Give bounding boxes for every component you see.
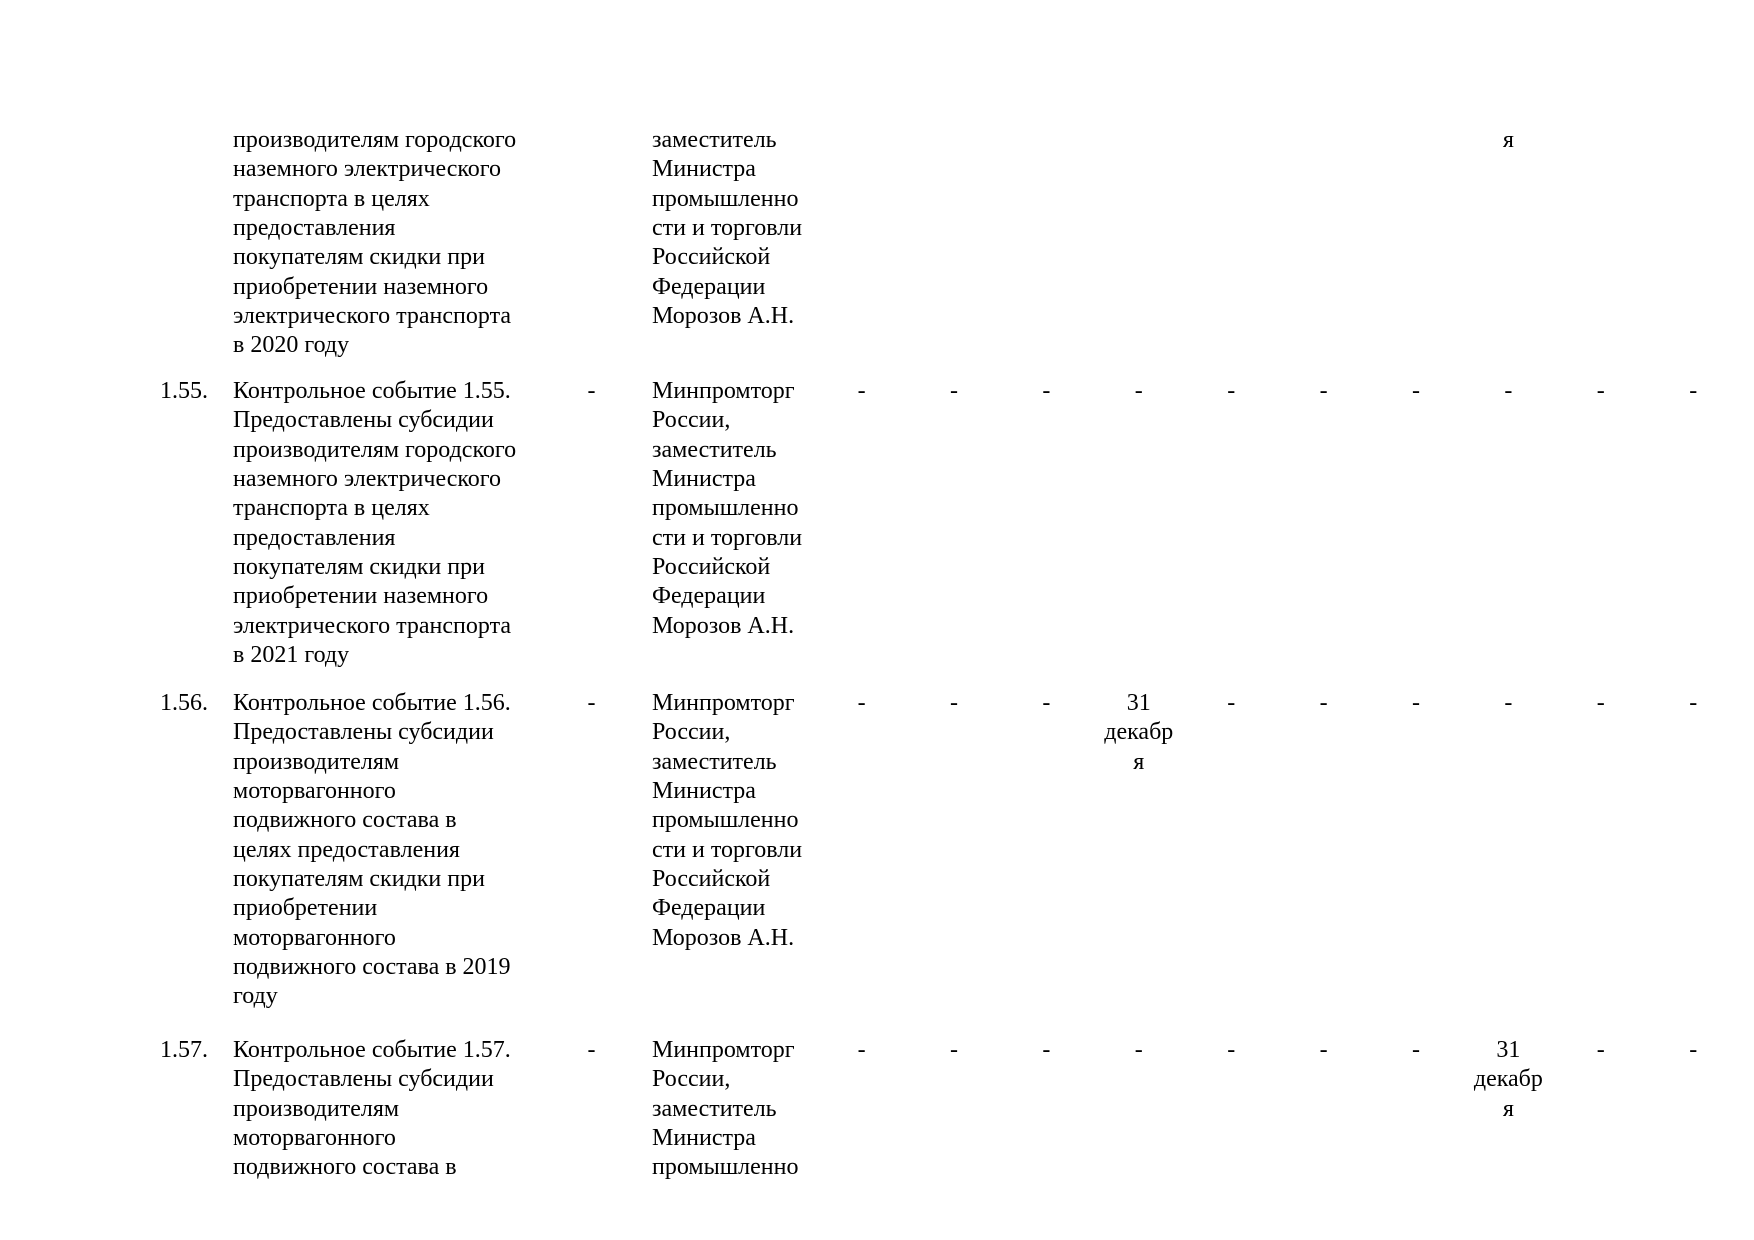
text-line: - [1411, 690, 1420, 716]
text-line: году [233, 983, 278, 1010]
date-cell [1093, 377, 1185, 406]
text-line: моторвагонного [233, 777, 396, 804]
date-cell [1462, 1036, 1554, 1124]
date-cell [1093, 1036, 1185, 1065]
text-line: 31 [1496, 1037, 1521, 1063]
event-name-cell [233, 126, 545, 361]
date-cell [1277, 377, 1369, 406]
text-line: Контрольное событие 1.57. [233, 1037, 511, 1063]
text-line: - [857, 378, 866, 404]
row-number-cell [160, 689, 232, 718]
text-line: промышленно [652, 185, 799, 212]
date-cell [908, 689, 1000, 718]
text-line: наземного электрического [233, 465, 502, 492]
text-line: промышленно [652, 807, 799, 834]
date-cell [1277, 1036, 1369, 1065]
text-line: Министра [652, 156, 756, 183]
text-line: - [1042, 378, 1051, 404]
text-line: приобретении наземного [233, 583, 489, 610]
text-line: Морозов А.Н. [652, 924, 795, 951]
date-cell [1000, 377, 1092, 406]
text-line: заместитель [652, 748, 777, 775]
date-cell [1093, 689, 1185, 777]
date-cell [1462, 377, 1554, 406]
text-line: промышленно [652, 495, 799, 522]
text-line: наземного электрического [233, 156, 502, 183]
text-line: Контрольное событие 1.56. [233, 690, 511, 716]
text-line: - [1319, 378, 1328, 404]
text-line: сти и торговли [652, 214, 803, 241]
text-line: 1.55. [160, 378, 208, 404]
text-line: - [1596, 378, 1605, 404]
text-line: Морозов А.Н. [652, 612, 795, 639]
text-line: 1.57. [160, 1037, 208, 1063]
text-line: подвижного состава в 2019 [233, 953, 511, 980]
date-cell [1185, 377, 1277, 406]
text-line: я [1502, 127, 1514, 153]
date-cell [815, 377, 907, 406]
text-line: производителям [233, 748, 400, 775]
text-line: Морозов А.Н. [652, 302, 795, 329]
text-line: сти и торговли [652, 524, 803, 551]
text-line: - [1411, 378, 1420, 404]
text-line: России, [652, 719, 731, 746]
text-line: - [949, 1037, 958, 1063]
text-line: Федерации [652, 583, 766, 610]
text-line: Министра [652, 1124, 756, 1151]
text-line: я [1133, 748, 1145, 775]
funding-dash-cell [545, 1036, 638, 1065]
text-line: Российской [652, 553, 771, 580]
date-cell [1647, 689, 1739, 718]
event-name-cell [233, 1036, 545, 1183]
text-line: декабр [1104, 719, 1174, 746]
text-line: в 2020 году [233, 332, 350, 359]
date-cell [1647, 377, 1739, 406]
text-line: - [1319, 1037, 1328, 1063]
funding-dash-cell [545, 689, 638, 718]
responsible-cell [652, 377, 818, 641]
text-line: приобретении [233, 895, 378, 922]
event-name-cell [233, 377, 545, 670]
date-cell [1462, 689, 1554, 718]
text-line: - [1134, 378, 1143, 404]
text-line: заместитель [652, 127, 777, 153]
text-line: в 2021 году [233, 641, 350, 668]
date-cell [1277, 689, 1369, 718]
text-line: Министра [652, 777, 756, 804]
date-cell [1555, 377, 1647, 406]
text-line: - [1504, 690, 1513, 716]
text-line: декабр [1473, 1066, 1543, 1093]
text-line: - [1134, 1037, 1143, 1063]
text-line: - [587, 1037, 596, 1063]
date-cell [1000, 1036, 1092, 1065]
text-line: целях предоставления [233, 836, 460, 863]
text-line: покупателям скидки при [233, 244, 485, 271]
date-cell [815, 1036, 907, 1065]
text-line: Федерации [652, 273, 766, 300]
text-line: России, [652, 1066, 731, 1093]
text-line: - [1596, 690, 1605, 716]
text-line: Российской [652, 865, 771, 892]
text-line: сти и торговли [652, 836, 803, 863]
text-line: транспорта в целях [233, 185, 430, 212]
text-line: производителям городского [233, 127, 517, 153]
date-cell [1370, 689, 1462, 718]
text-line: Предоставлены субсидии [233, 407, 494, 434]
date-cell [1647, 1036, 1739, 1065]
date-cell [815, 689, 907, 718]
text-line: производителям [233, 1095, 400, 1122]
responsible-cell [652, 689, 818, 953]
date-cell [1185, 689, 1277, 718]
text-line: Минпромторг [652, 690, 795, 716]
text-line: электрического транспорта [233, 612, 512, 639]
text-line: приобретении наземного [233, 273, 489, 300]
text-line: моторвагонного [233, 924, 396, 951]
text-line: - [587, 378, 596, 404]
text-line: заместитель [652, 436, 777, 463]
text-line: моторвагонного [233, 1124, 396, 1151]
date-cell [1000, 689, 1092, 718]
text-line: России, [652, 407, 731, 434]
responsible-cell [652, 126, 818, 331]
text-line: заместитель [652, 1095, 777, 1122]
event-name-cell [233, 689, 545, 1012]
text-line: - [1689, 690, 1698, 716]
text-line: - [1319, 690, 1328, 716]
text-line: - [587, 690, 596, 716]
text-line: - [1504, 378, 1513, 404]
date-cell [1370, 377, 1462, 406]
responsible-cell [652, 1036, 818, 1183]
text-line: Контрольное событие 1.55. [233, 378, 511, 404]
funding-dash-cell [545, 377, 638, 406]
text-line: 1.56. [160, 690, 208, 716]
text-line: я [1502, 1095, 1514, 1122]
row-number-cell [160, 377, 232, 406]
text-line: - [1042, 690, 1051, 716]
row-number-cell [160, 1036, 232, 1065]
text-line: промышленно [652, 1154, 799, 1181]
text-line: Предоставлены субсидии [233, 1066, 494, 1093]
text-line: - [857, 690, 866, 716]
text-line: - [1227, 690, 1236, 716]
text-line: - [1689, 1037, 1698, 1063]
date-cell [1555, 1036, 1647, 1065]
text-line: Минпромторг [652, 1037, 795, 1063]
date-cell [908, 377, 1000, 406]
text-line: Министра [652, 465, 756, 492]
text-line: Предоставлены субсидии [233, 719, 494, 746]
date-cell [1185, 1036, 1277, 1065]
date-cell [1370, 1036, 1462, 1065]
text-line: подвижного состава в [233, 807, 457, 834]
text-line: электрического транспорта [233, 302, 512, 329]
text-line: покупателям скидки при [233, 553, 485, 580]
text-line: производителям городского [233, 436, 517, 463]
text-line: предоставления [233, 214, 396, 241]
text-line: предоставления [233, 524, 396, 551]
text-line: - [949, 690, 958, 716]
text-line: - [1411, 1037, 1420, 1063]
text-line: подвижного состава в [233, 1154, 457, 1181]
text-line: - [1596, 1037, 1605, 1063]
text-line: транспорта в целях [233, 495, 430, 522]
text-line: покупателям скидки при [233, 865, 485, 892]
date-cell [1555, 689, 1647, 718]
text-line: - [1042, 1037, 1051, 1063]
text-line: Российской [652, 244, 771, 271]
date-cell [1462, 126, 1554, 155]
text-line: - [1689, 378, 1698, 404]
text-line: 31 [1126, 690, 1151, 716]
date-cell [908, 1036, 1000, 1065]
text-line: - [857, 1037, 866, 1063]
text-line: Федерации [652, 895, 766, 922]
text-line: - [1227, 378, 1236, 404]
text-line: Минпромторг [652, 378, 795, 404]
text-line: - [1227, 1037, 1236, 1063]
text-line: - [949, 378, 958, 404]
